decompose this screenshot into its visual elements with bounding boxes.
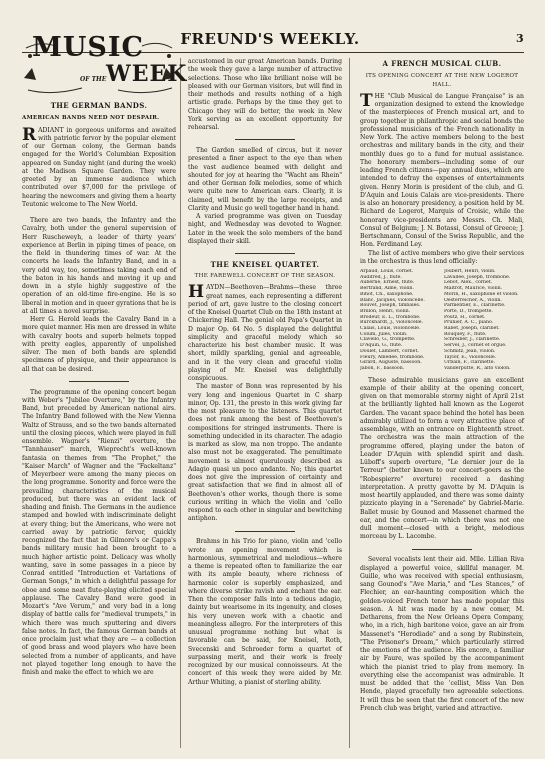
french-club-title: A FRENCH MUSICAL CLUB.	[382, 59, 502, 68]
member-entry: Brillon, Henri, violin.	[360, 308, 411, 314]
kneisel-quartet-title: THE KNEISEL QUARTET.	[210, 259, 320, 269]
masthead-word-week: WEEK	[106, 61, 188, 87]
member-entry: Maitrot, Maurice, violin.	[444, 286, 503, 292]
drop-cap: H	[188, 282, 205, 303]
music-of-the-week-masthead	[22, 32, 188, 100]
member-entry: Taylor, E., violoncelle.	[444, 354, 497, 360]
kneisel-quartet-subhead: THE FAREWELL CONCERT OF THE SEASON.	[194, 273, 336, 280]
member-entry: Fleury, Amédée, trombone.	[360, 354, 425, 360]
member-entry: Schmitz, Jean, violon.	[444, 348, 496, 354]
page-number: 3	[516, 32, 524, 45]
member-entry: Girard, Auguste, bassoon.	[360, 360, 422, 366]
drop-cap: R	[22, 124, 37, 145]
member-entry: Bihot, Ch., saxophone.	[360, 291, 414, 297]
member-entry: Lavallée, Joseph, trombone.	[444, 274, 511, 280]
member-entry: Brodeur, E. L., trombone.	[360, 314, 421, 320]
paragraph: Brahms in his Trio for piano, violin and 'cello wrote an opening movement which is harmonious, symmetrical and melodious—where a theme is repeated often to familiarize the ear with its ample beauty, where richness of harmonic color is superbly emphasized, and where diverse strike ravish and enchant the ear. Then the composer falls into a tedious adagio, dainty but wearisome in its ingenuity, and closes his very uneven work with a chaotic and meaningless allegro. For the interpreters of this unusual programme nothing but what is favorable can be said, for Kneisel, Roth, Svecenski and Schroeder form a quartet of surpassing merit, and their work is freely recognized by our musical connoisseurs. At the concert of this week they were aided by Mr. Arthur Whiting, a pianist of sterling ability.	[188, 538, 342, 686]
column-divider	[349, 58, 350, 748]
member-entry: Bouvet, Joseph, timbales.	[360, 303, 421, 309]
section-rule	[412, 549, 472, 550]
column-1	[22, 32, 188, 677]
member-list	[360, 269, 524, 372]
member-entry: Clavello, G., trompette.	[360, 337, 416, 343]
column-divider	[180, 58, 181, 748]
member-entry: Vanderpütte, R., alto violon.	[444, 365, 511, 371]
paragraph: The programme of the opening concert began with Weber's "Jubilee Overture," by the Infantry Band, but preceded by American national airs. The Infantry Band followed with the New Vienna Waltz of Strauss, and so the two bands alternated until the closing pieces, which were played in full ensemble. Wagner's "Rienzi" overture, the "Tannhauser" march, Wieprecht's well-known fantasia on themes from "The Prophet," the "Kaiser March" of Wagner and the "Fackeltanz" of Meyerbeer were among the many pieces on the long programme. Sonority and force were the prevailing characteristics of the musical produced, but there was an evident lack of shading and finish. The Germans in the audience stamped and bowled with indiscriminate delight at every thing; but the Americans, who were not carried away by patriotic fervor, quickly recognized the fact that in Gilmore's or Cappa's bands military music had been brought to a much higher artistic point. Delicacy was wholly wanting, save in some passages in a piece by Conrad entitled "Introduction et Variations of German Songs," in which a delightful passage for oboe and some neat flute-playing elicited special applause. The Cavalry Band were good in Mozart's "Ave Verum," and very bad in a long display of battle calls for "medieval trumpets," in which there was much sputtering and divers false notes. In fact, the famous German bands at once proclaim just what they are — a collection of good brass and wood players who have been selected from a number of applicants, and have not played together long enough to have the finish and make the effect to which we are	[22, 388, 176, 677]
member-entry: Oesterreicher, A., violin.	[444, 297, 502, 303]
paragraph: HAYDN—Beethoven—Brahms—these three great names, each representing a different period of art, gave lustre to the closing concert of the Kneisel Quartet Club on the 18th instant at Chickering Hall. The genial old Papa's Quartet in D major Op. 64 No. 5 displayed the delightful simplicity and graceful melody which so characterize his best chamber music. It was short, mildly sparkling, genial and agreeable, and in it the very clean and graceful violin playing of Mr. Kneisel was delightfully conspicuous.	[188, 282, 342, 383]
section-rule	[69, 381, 129, 382]
paragraph: These admirable musicians gave an excellent example of their ability at the opening concert, given on that memorable stormy night of April 21st at the brilliantly lighted hall known as the Logerot Garden. The vacant space behind the hotel has been admirably utilized to form a very attractive place of assemblage, with an entrance on Eighteenth street. The orchestra was the main attraction of the programme offered, playing under the baton of Leader D'Aquin with splendid spirit and dash. Lüboff's superb overture, "Le dernier jour de la Terreur" (better known to our concert-goers as the "Robespierre" overture) received a dashing interpretation. A pretty gavotte by M. D'Aquin is most heartily applauded, and there was some dainty pizzicato playing in a "Serenade" by Gabriel-Marie. Ballet music by Gounod and Massenet charmed the ear, and the concert—in which there was not one dull moment—closed with a bright, melodious morceau by L. Lacombe.	[360, 376, 524, 541]
section-rule	[235, 139, 295, 140]
paragraph: There are two bands, the Infantry and the Cavalry, both under the general supervision of Herr Ruscheweyh, a leader of thirty years' experience at Berlin in piping times of peace, on the field in thundering times of war. At the concerts he leads the Infantry Band, and in a very odd way, too, sometimes taking each end of the baton in his hands and moving it up and down in a style highly suggestive of the operation of an old-time fire-engine. He is so liberal in motion and in queer gyrations that he is at all times a novel surprise.	[22, 217, 176, 315]
section-rule	[235, 253, 295, 254]
masthead-word-of-the: OF THE	[80, 76, 107, 83]
column-3	[360, 58, 524, 713]
member-entry: Schreiber, J., clarinette.	[444, 337, 501, 343]
member-entry: Joubert, Henri, violin.	[444, 269, 496, 274]
member-entry: Burckhardt, J., violoncelle.	[360, 320, 424, 326]
masthead-word-music: MUSIC	[32, 32, 145, 63]
section-title-german-bands: THE GERMAN BANDS.	[50, 101, 148, 110]
member-entry: Audifred, J., flute.	[360, 274, 402, 280]
member-entry: Morin, H., saxophone et violon.	[444, 291, 519, 297]
member-entry: Rabet, Joseph, clarinet.	[444, 326, 500, 332]
subhead-american-bands: AMERICAN BANDS NEED NOT DESPAIR.	[22, 115, 160, 122]
paragraph: The Garden smelled of circus, but it never presented a finer aspect to the eye than when the vast audience beamed with delight and shouted for joy at hearing the "Wacht am Rhein" and other German folk melodies, some of which were quite new to American ears. Clearly, it is claimed, will benefit by the large receipts, and Clarity and Music go well together hand in hand.	[188, 147, 342, 212]
member-list-left	[360, 269, 440, 372]
member-entry: Calais, Louis, violoncelle.	[360, 326, 421, 332]
member-entry: Colum, Jules, violin.	[360, 331, 408, 337]
paragraph: accustomed in our great American bands. During the week they gave a large number of attractive selections. Those who like brilliant noise will be pleased with our German visitors, but will find in their methods and results nothing of a high artistic grade. Perhaps by the time they get to Chicago they will do better, the week in New York serving as an excellent opportunity for rehearsal.	[188, 58, 342, 131]
paragraph: THE "Club Musical de Langue Française" is an organization designed to extend the knowledge of the masterpieces of French musical art, and to group together in philanthropic and social bonds the professional musicians of the French nationality in New York. The active members belong to the best orchestras and military bands in the city, and their monthly dues go to a fund for mutual assistance. The honorary members—including some of our leading French citizens—pay annual dues, which are intended to defray the expenses of entertainments given. Henry Morin is president of the club, and G. D'Aquin and Louis Calais are vice-presidents. There is also an honorary presidency, a position held by M. Richard de Logerot, Marquis of Croisic, while the honorary vice-presidents are Messrs. Ch. Mali, Consul of Belgium; J. N. Botassi, Consul of Greece; J. Bertschmann, Consul of the Swiss Republic, and the Hon. Ferdinand Ley.	[360, 90, 524, 249]
member-entry: D'Aquin, G., flute.	[360, 343, 403, 349]
drop-cap: T	[360, 90, 373, 111]
member-entry: Urbain, F., clarinette.	[444, 360, 495, 366]
member-entry: Lebot, Alex., cornet.	[444, 280, 493, 286]
member-entry: Bertrand, Aimé, violin.	[360, 286, 414, 292]
member-entry: Parmentier, E., clarinette.	[444, 303, 506, 309]
page-title: FREUND'S WEEKLY.	[180, 30, 360, 48]
member-entry: Doulet, Lambert, cornet.	[360, 348, 419, 354]
member-entry: Auberne, Ernest, flute.	[360, 280, 415, 286]
member-entry: Prunier, A. C., piano.	[444, 320, 494, 326]
member-entry: Servel, J., cornet et orgue.	[444, 343, 507, 349]
paragraph: The master of Bonn was represented by his very long and ingenious Quartet in C sharp minor, Op. 131, the presto in this work giving far the most pleasure to the listeners. This quartet does not rank among the best of Beethoven's compositions for stringed instruments. There is something undecided in its character. The adagio is marked as slow, ma non troppo. The andante also must not be exaggerated. The penultimate movement is almost querulously described as Adagio quasi un poco andante. No; this quartet does not give the impression of certainty and great satisfaction that we find in almost all of Beethoven's other works, though there is some curious writing in which the violin and 'cello respond to each other in singular and bewitching antiphon.	[188, 383, 342, 523]
column-2	[188, 58, 342, 687]
member-entry: Jabon, F., bassoon.	[360, 365, 405, 371]
member-entry: Arpaud, Louis, cornet.	[360, 269, 414, 274]
member-entry: Blanc, Jacques, violoncelle.	[360, 297, 425, 303]
section-rule	[235, 531, 295, 532]
paragraph: Herr G. Herold leads the Cavalry Band in a more quiet manner. His men are dressed in white with cavalry boots and superb helmets topped with pretty eagles, apparently of unpolished silver. The men of both bands are splendid specimens of physique, and their appearance is all that can be desired.	[22, 316, 176, 373]
paragraph: Several vocalists lent their aid. Mlle. Lillian Riva displayed a powerful voice, skillful manager. M. Guille, who was received with special enthusiasm, sang Gounod's "Ave Maria," and "Les Stances," of Flechier, an ear-haunting composition which the golden-voiced French tenor has made popular this season. A hit was made by a new comer, M. Detharens, from the New Orleans Opera Company, who, in a rich, high baritone voice, gave an air from Massenet's "Herodiade" and a song by Rubinstein, "The Prisoner's Dream," which particularly stirred the emotions of the audience. His encore, a familiar air by Faure, was spoiled by the accompaniment which the pianist tried to play from memory. In everything else the accompanist was admirable. It must be added that the 'cellist, Miss Van Den Hende, played gracefully two agreeable selections. It will thus be seen that the first concert of the new French club was bright, varied and attractive.	[360, 556, 524, 712]
member-entry: Porte, D., trompette.	[444, 308, 493, 314]
member-list-right	[444, 269, 524, 372]
paragraph: A varied programme was given on Tuesday night, and Wednesday was devoted to Wagner. Later in the week the solo members of the band displayed their skill.	[188, 213, 342, 245]
member-entry: Poutz, H., cornet.	[444, 314, 486, 320]
paragraph: The list of active members who give their services in the orchestra is thus lend officially:	[360, 249, 524, 265]
paragraph: RADIANT in gorgeous uniforms and awaited with patriotic fervor by the popular element of our German colony, the German bands engaged for the World's Columbian Exposition appeared on Sunday night (and during the week) at the Madison Square Garden. They were greeted by an immense audience which contributed over $7,000 for the privilege of hearing the newcomers and giving them a hearty Teutonic welcome to The New World.	[22, 124, 176, 208]
member-entry: Rouquey, F., flute.	[444, 331, 487, 337]
french-club-subhead: ITS OPENING CONCERT AT THE NEW LOGEROT HALL.	[365, 73, 519, 88]
